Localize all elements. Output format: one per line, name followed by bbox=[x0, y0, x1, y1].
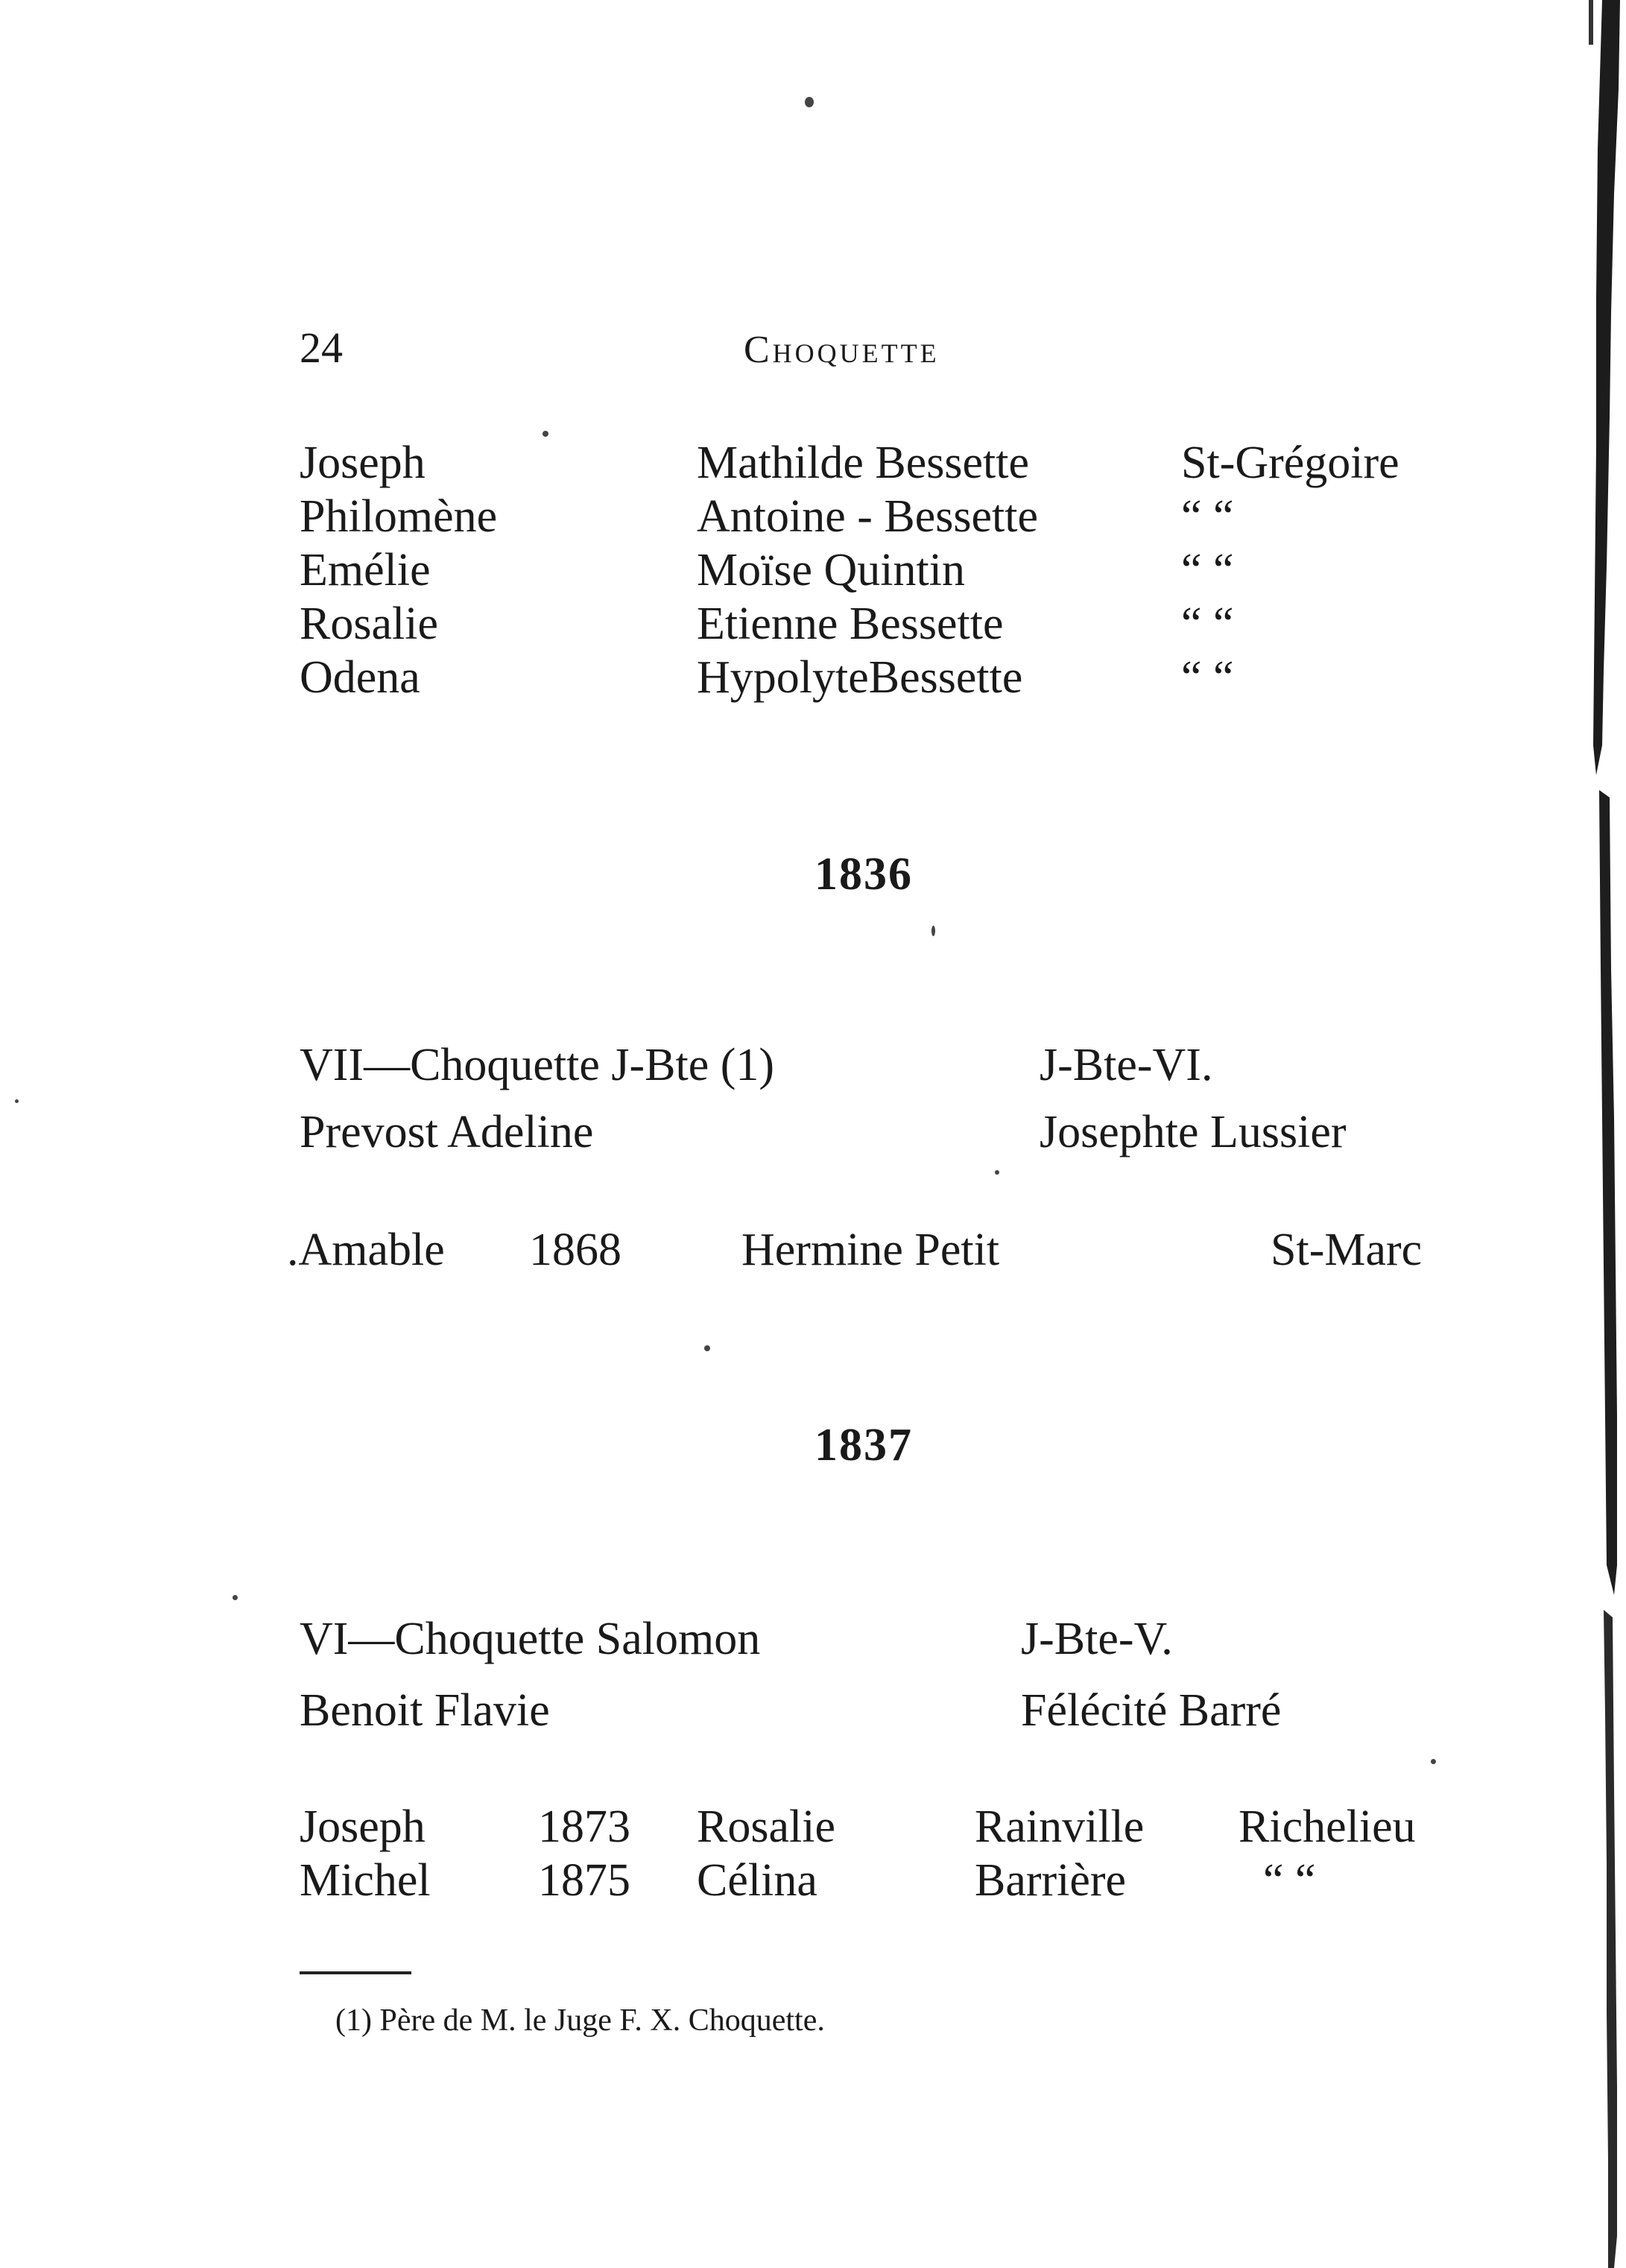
parent-reference: J-Bte-V. bbox=[1021, 1614, 1173, 1664]
head-of-family: VI—Choquette Salomon bbox=[300, 1614, 761, 1664]
child-name: Philomène bbox=[300, 491, 498, 542]
parent-reference: J-Bte-VI. bbox=[1040, 1040, 1213, 1090]
child-name: .Amable bbox=[287, 1225, 445, 1275]
mother-name: Josephte Lussier bbox=[1040, 1107, 1347, 1157]
spouse-last-name: Barrière bbox=[975, 1855, 1127, 1906]
spouse-first-name: Rosalie bbox=[697, 1801, 835, 1852]
marriage-year: 1868 bbox=[529, 1225, 621, 1275]
wife-name: Benoit Flavie bbox=[300, 1685, 550, 1736]
child-name: Odena bbox=[300, 652, 420, 703]
child-name: Rosalie bbox=[300, 598, 438, 649]
child-name: Michel bbox=[300, 1855, 431, 1906]
marriage-place: “ “ bbox=[1181, 491, 1234, 542]
marriage-place: St-Marc bbox=[1271, 1225, 1423, 1275]
section-year: 1837 bbox=[814, 1420, 913, 1471]
spouse-name: Hermine Petit bbox=[741, 1225, 1000, 1275]
wife-name: Prevost Adeline bbox=[300, 1107, 594, 1157]
spouse-name: Moïse Quintin bbox=[697, 545, 965, 596]
binding-edge bbox=[1574, 0, 1626, 2268]
spouse-name: Etienne Bessette bbox=[697, 598, 1004, 649]
child-name: Joseph bbox=[300, 438, 426, 488]
scan-speck bbox=[931, 926, 935, 936]
marriage-place: “ “ bbox=[1181, 598, 1234, 649]
scan-speck bbox=[15, 1099, 19, 1103]
marriage-place: Richelieu bbox=[1239, 1801, 1416, 1852]
marriage-year: 1873 bbox=[538, 1801, 630, 1852]
spouse-name: Antoine - Bessette bbox=[697, 491, 1039, 542]
page-number: 24 bbox=[300, 323, 343, 372]
footnote: (1) Père de M. le Juge F. X. Choquette. bbox=[335, 2003, 825, 2038]
scan-speck bbox=[704, 1345, 710, 1351]
marriage-place: “ “ bbox=[1263, 1855, 1316, 1906]
scan-speck bbox=[1431, 1759, 1436, 1764]
footnote-rule bbox=[300, 1971, 411, 1974]
child-name: Emélie bbox=[300, 545, 431, 596]
scan-speck bbox=[542, 431, 548, 437]
spouse-first-name: Célina bbox=[697, 1855, 817, 1906]
spouse-last-name: Rainville bbox=[975, 1801, 1145, 1852]
spouse-name: HypolyteBessette bbox=[697, 652, 1023, 703]
scan-speck bbox=[232, 1595, 238, 1600]
mother-name: Félécité Barré bbox=[1021, 1685, 1282, 1736]
scan-speck bbox=[995, 1170, 999, 1175]
section-year: 1836 bbox=[814, 849, 913, 900]
marriage-place: “ “ bbox=[1181, 545, 1234, 596]
child-name: Joseph bbox=[300, 1801, 426, 1852]
marriage-place: St-Grégoire bbox=[1181, 438, 1399, 488]
spouse-name: Mathilde Bessette bbox=[697, 438, 1029, 488]
marriage-place: “ “ bbox=[1181, 652, 1234, 703]
scan-speck bbox=[805, 97, 814, 107]
marriage-year: 1875 bbox=[538, 1855, 630, 1906]
head-of-family: VII—Choquette J-Bte (1) bbox=[300, 1040, 775, 1090]
running-title: Choquette bbox=[744, 329, 940, 371]
